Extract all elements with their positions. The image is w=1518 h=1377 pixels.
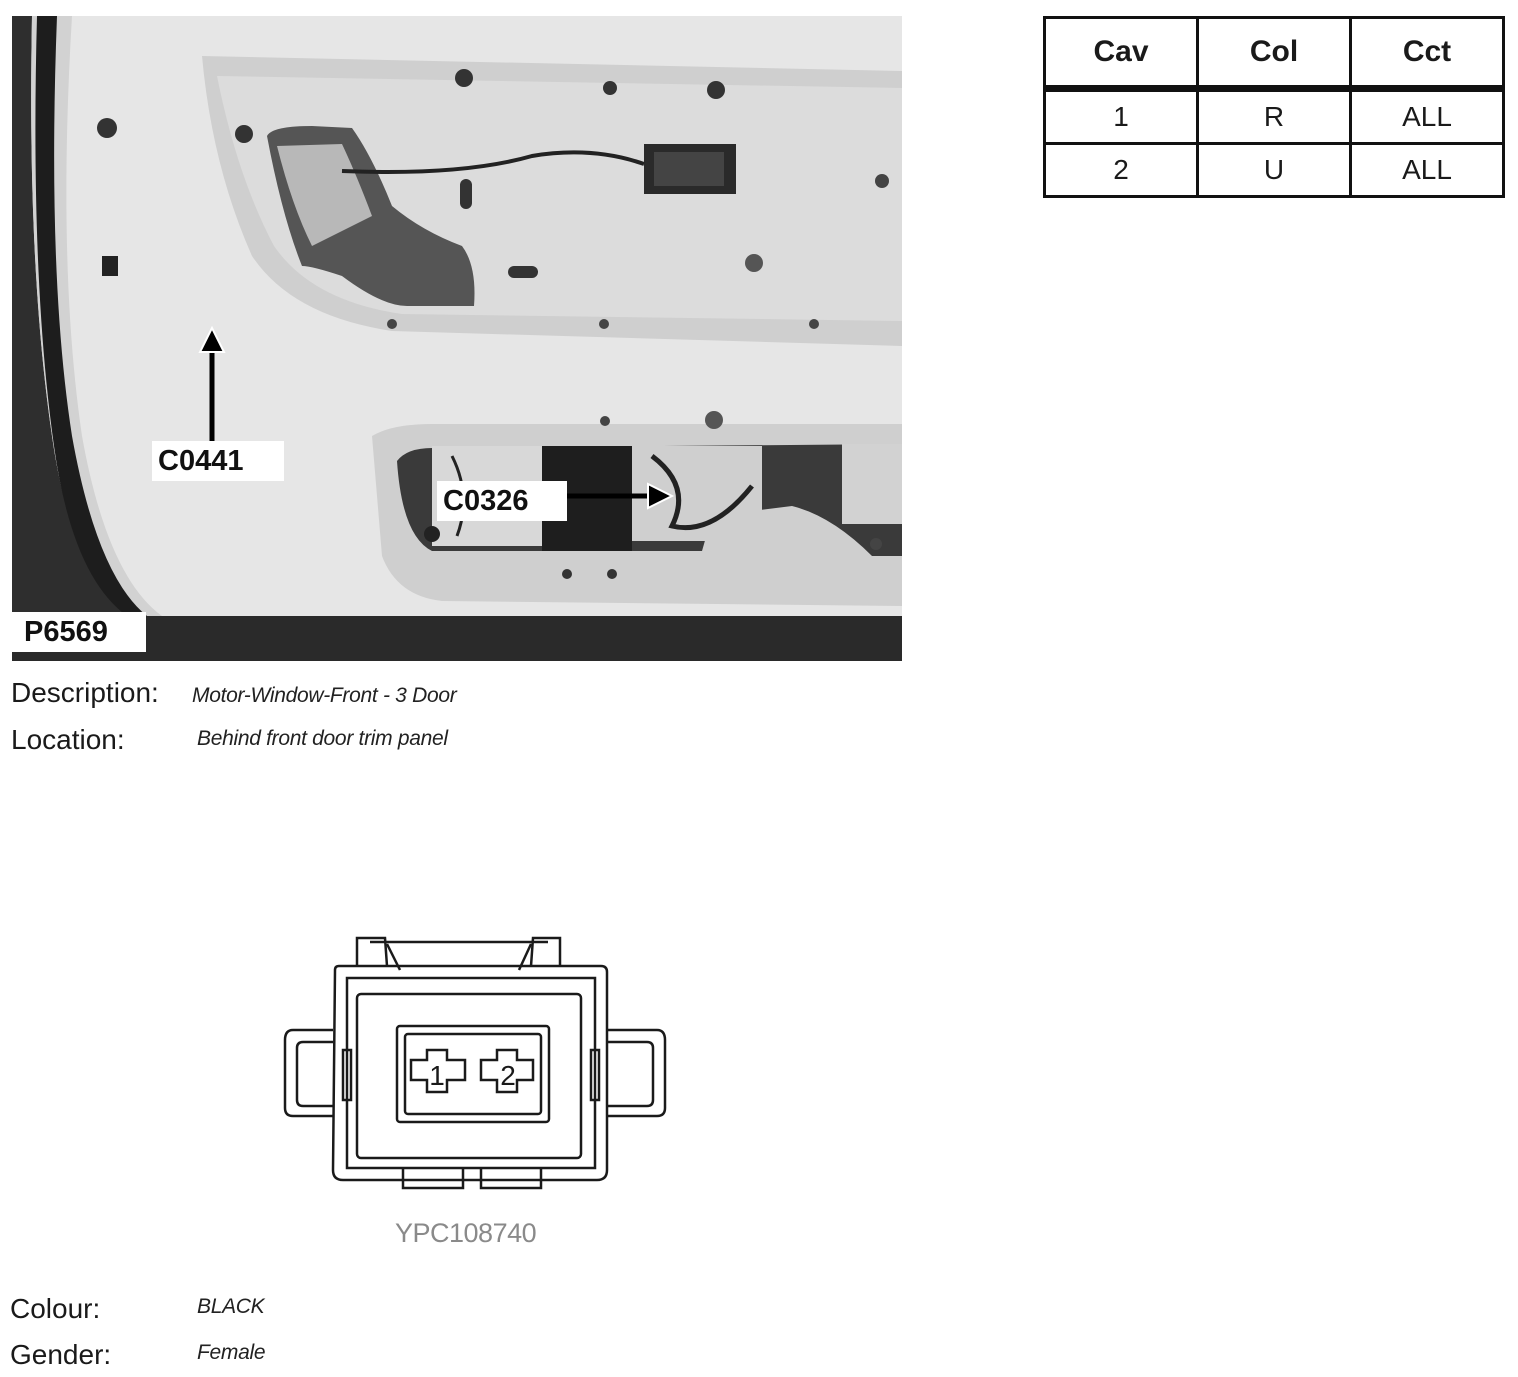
connector-face-diagram (275, 930, 675, 1200)
connector-callout-c0326: C0326 (437, 481, 567, 521)
table-row (1045, 89, 1504, 144)
door-photo (12, 16, 902, 661)
cell-cct: ALL (1351, 144, 1504, 197)
connector-part-number: YPC108740 (395, 1218, 537, 1248)
header-cct: Cct (1351, 18, 1504, 89)
description-value: Motor-Window-Front - 3 Door (192, 684, 457, 707)
gender-label: Gender: (10, 1339, 112, 1370)
door-photo-illustration (12, 16, 902, 661)
colour-label: Colour: (10, 1293, 101, 1324)
colour-value: BLACK (197, 1295, 265, 1318)
image-reference-label: P6569 (12, 612, 146, 652)
gender-value: Female (197, 1341, 266, 1364)
location-label: Location: (11, 724, 125, 755)
cell-col: U (1198, 144, 1351, 197)
cell-cct: ALL (1351, 89, 1504, 144)
pin-table (1043, 16, 1505, 198)
connector-callout-c0441: C0441 (152, 441, 284, 481)
cell-cav: 1 (1045, 89, 1198, 144)
pin-label-2: 2 (500, 1060, 516, 1091)
cell-cav: 2 (1045, 144, 1198, 197)
header-cav: Cav (1045, 18, 1198, 89)
cell-col: R (1198, 89, 1351, 144)
description-label: Description: (11, 677, 159, 708)
pin-table-header-row (1045, 18, 1504, 89)
header-col: Col (1198, 18, 1351, 89)
location-value: Behind front door trim panel (197, 727, 448, 750)
table-row (1045, 144, 1504, 197)
pin-label-1: 1 (429, 1060, 445, 1091)
